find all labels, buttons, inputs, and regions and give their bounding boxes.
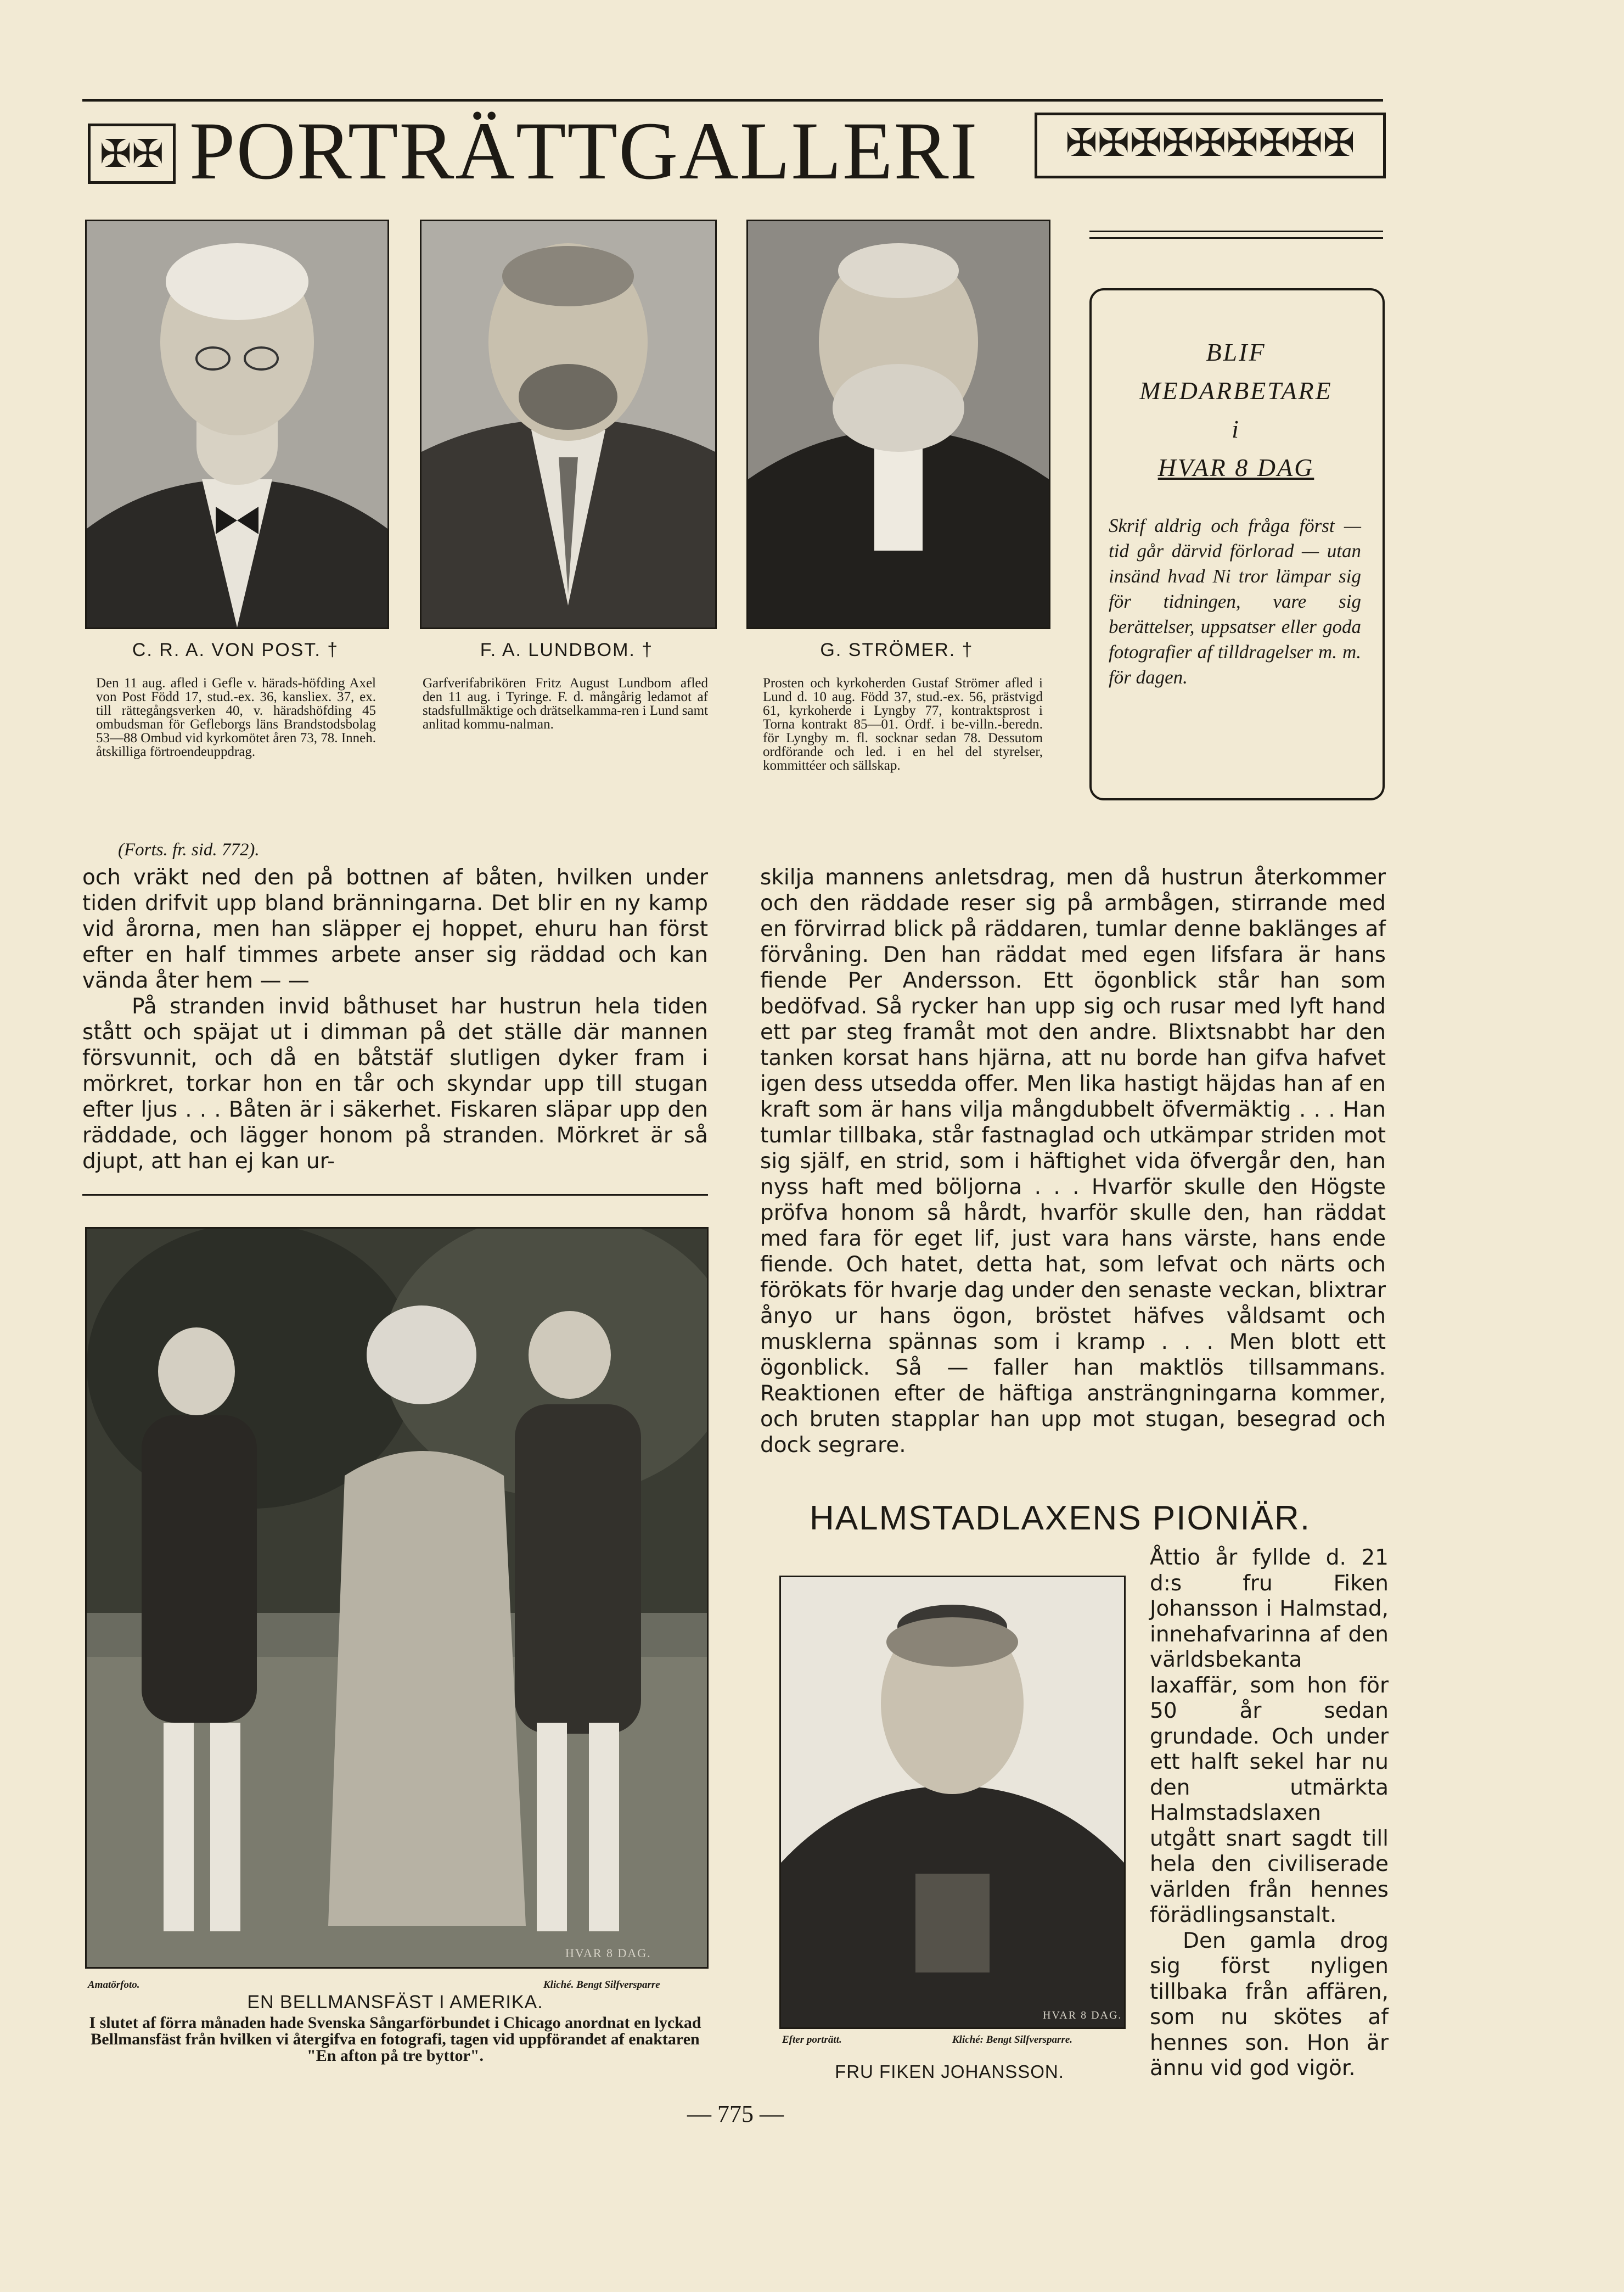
sidebar-line3: i xyxy=(1232,415,1240,443)
story-continued: (Forts. fr. sid. 772). xyxy=(118,840,260,860)
fiken-caption: FRU FIKEN JOHANSSON. xyxy=(835,2061,1064,2082)
fiken-credit-right: Kliché: Bengt Silfversparre. xyxy=(952,2034,1073,2046)
sidebar-rule-top-2 xyxy=(1089,237,1383,239)
portrait-photo-stromer xyxy=(746,220,1050,629)
portrait-name-stromer: G. STRÖMER. † xyxy=(820,640,974,660)
header-ornament-right: ✠✠✠✠✠✠✠✠✠ xyxy=(1035,113,1386,178)
portrait-photo-lundbom xyxy=(420,220,717,629)
bellman-credit-right: Kliché. Bengt Silfversparre xyxy=(543,1979,660,1991)
portrait-name-von-post: C. R. A. VON POST. † xyxy=(132,640,339,660)
sidebar-rule-top xyxy=(1089,231,1383,232)
story-column-1 xyxy=(82,865,708,1174)
sidebar-text: Skrif aldrig och fråga först — tid går därvid förlorad — utan insänd hvad Ni tror lämpar sig för tidningen, vare sig berättelser, uppsatser eller goda fotografier af tilldragelser m. m. för dagen. xyxy=(1109,515,1361,688)
bellman-caption-title: EN BELLMANSFÄST I AMERIKA. xyxy=(247,1992,543,2013)
halmstad-heading: HALMSTADLAXENS PIONIÄR. xyxy=(810,1499,1311,1537)
sidebar-line4: HVAR 8 DAG xyxy=(1157,453,1314,481)
page-number: — 775 — xyxy=(687,2100,784,2127)
header-ornament-left: ✠✠ xyxy=(88,124,176,184)
portrait-name-lundbom: F. A. LUNDBOM. † xyxy=(480,640,654,660)
halmstad-text-p2: Den gamla drog sig först nyligen tillbaka från affären, som nu skötes af hennes son. Hon är ännu vid god vigör. xyxy=(1150,1928,1389,2081)
portrait-photo-von-post xyxy=(85,220,389,629)
sidebar-line1: BLIF xyxy=(1206,338,1266,366)
bellman-credit-left: Amatörfoto. xyxy=(88,1979,140,1991)
fiken-credit-left: Efter porträtt. xyxy=(782,2034,842,2046)
fiken-watermark: HVAR 8 DAG. xyxy=(1043,2009,1122,2021)
page-title: PORTRÄTTGALLERI xyxy=(189,105,979,197)
story-col1-p2: På stranden invid båthuset har hustrun hela tiden stått och späjat ut i dimman på det ställe där mannen försvunnit, och då en båtstäf slutligen dyker fram i mörkret, torkar hon en tår och skyndar upp till stugan efter ljus . . . Båten är i säkerhet. Fiskaren släpar upp den räddade, och lägger honom på stranden. Mörkret är så djupt, att han ej kan ur- xyxy=(82,994,708,1174)
story-column-2: skilja mannens anletsdrag, men då hustrun återkommer och den räddade reser sig på armbågen, stirrande med en förvirrad blick på räddaren, tumlar denne baklänges af förvåning. Den han räddat med egen lifsfara är hans fiende Per Andersson. Ett ögonblick står han som bedöfvad. Så rycker han upp sig och rusar med lyft hand ett par steg framåt mot den andre. Blixtsnabbt har den tanken korsat hans hjärna, att nu borde han gifva hafvet igen dess utsedda offer. Men lika hastigt häjdas han af en kraft som är hans vilja mångdubbelt öfvermäktig . . . Han tumlar tillbaka, står fastnaglad och utkämpar striden mot sig själf, en strid, som i häftighet vida öfvergår den, han nyss haft med böljorna . . . Hvarför skulle den Högste pröfva honom så hårdt, hvarför skulle den, han räddat med fara för eget lif, just vara hans värste, hans ende fiende. Och hatet, detta hat, som lefvat och närts och förökats för hvarje dag under den senaste veckan, blixtrar ånyo ur hans ögon, bröstet häfves våldsamt och musklerna spännas som i kramp . . . Men blott ett ögonblick. Så — faller han maktlös tillsammans. Reaktionen efter de häftiga ansträngningarna kommer, och bruten stapplar han upp mot stugan, besegrad och dock segrare. xyxy=(760,865,1386,1458)
sidebar-line2: MEDARBETARE xyxy=(1139,377,1333,405)
bellman-watermark: HVAR 8 DAG. xyxy=(565,1946,651,1960)
story-col1-p1: och vräkt ned den på bottnen af båten, hvilken under tiden drifvit upp bland bränningarna. Det blir en ny kamp vid årorna, men han släpper ej hoppet, ehuru han först efter en half timmes arbete anser sig räddad och kan vända åter hem — — xyxy=(82,865,708,993)
bellman-photo xyxy=(85,1227,709,1969)
header-rule xyxy=(82,99,1383,102)
fiken-johansson-photo xyxy=(779,1576,1126,2029)
portrait-bio-von-post: Den 11 aug. afled i Gefle v. härads-höfding Axel von Post Född 17, stud.-ex. 36, kansliex. 37, ex. till rättegångsverken 40, v. häradshöfding 45 ombudsman för Gefleborgs läns Brandstodsbolag 53—88 Ombud vid kyrkomötet åren 73, 78. Inneh. åtskilliga förtroendeuppdrag. xyxy=(96,676,376,759)
portrait-bio-lundbom: Garfverifabrikören Fritz August Lundbom afled den 11 aug. i Tyringe. F. d. mångårig ledamot af stadsfullmäktige och drätselkamma-ren i Lund samt anlitad kommu-nalman. xyxy=(423,676,708,732)
portrait-bio-stromer: Prosten och kyrkoherden Gustaf Strömer afled i Lund d. 10 aug. Född 37, stud.-ex. 56, prästvigd 61, kyrkoherde i Lyngby 77, kontraktsprost i Torna kontrakt 85—01. Ordf. i be-villn.-beredn. för Lyngby m. fl. socknar sedan 78. Dessutom ordförande och led. i en hel del styrelser, kommittéer och sällskap. xyxy=(763,676,1043,773)
bellman-caption-text: I slutet af förra månaden hade Svenska Sångarförbundet i Chicago anordnat en lyckad Bellmansfäst från hvilken vi återgifva en fotografi, tagen vid uppförandet af enaktaren "En afton på tre byttor". xyxy=(89,2014,701,2065)
column-divider xyxy=(82,1194,708,1196)
halmstad-text xyxy=(1150,1545,1389,2082)
halmstad-text-p1: Åttio år fyllde d. 21 d:s fru Fiken Johansson i Halmstad, innehafvarinna af den världsbekanta laxaffär, som hon för 50 år sedan grundade. Och under ett halft sekel har nu den utmärkta Halmstadslaxen utgått snart sagdt till hela den civiliserade världen från hennes förädlingsanstalt. xyxy=(1150,1545,1389,1927)
